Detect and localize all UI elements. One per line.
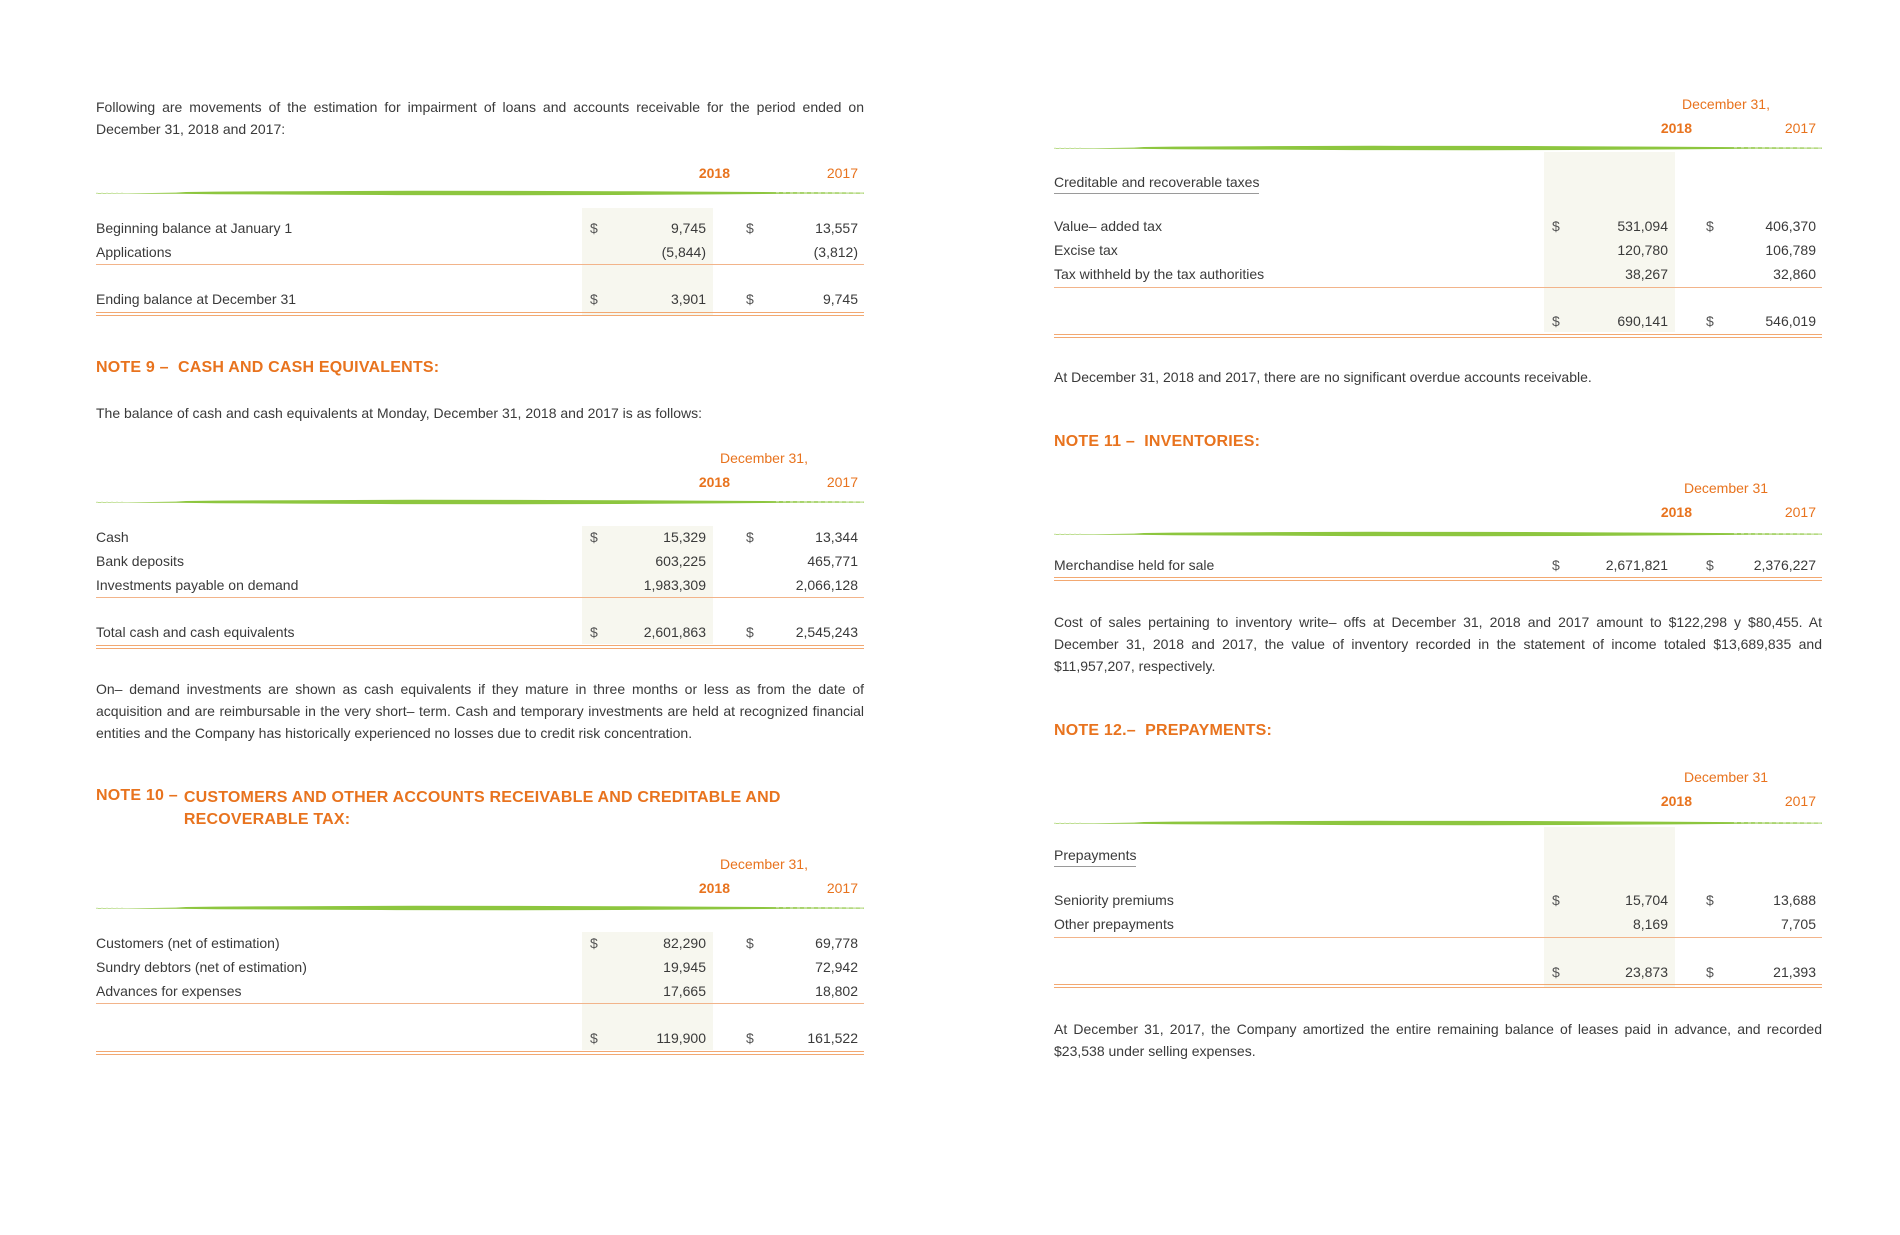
value-2017: (3,812)	[813, 244, 858, 260]
currency-symbol: $	[590, 624, 598, 640]
note-title: CASH AND CASH EQUIVALENTS:	[178, 359, 440, 376]
table-row	[96, 242, 864, 262]
value-2018: 2,601,863	[643, 624, 706, 640]
impairment-intro: Following are movements of the estimation for impairment of loans and accounts receivable for the period ended on December 31, 2018 and 2017:	[96, 99, 864, 137]
note-title: CUSTOMERS AND OTHER ACCOUNTS RECEIVABLE AND CREDITABLE AND RECOVERABLE TAX:	[183, 789, 781, 828]
row-label: Cash	[96, 529, 129, 545]
table-row	[96, 981, 864, 1001]
value-2018: 603,225	[655, 553, 706, 569]
value-2018: 119,900	[656, 1030, 706, 1046]
year-2018-header: 2018	[1660, 120, 1692, 136]
currency-symbol: $	[1552, 892, 1560, 908]
total-double-underline	[96, 1051, 864, 1055]
value-2018: 9,745	[670, 220, 706, 236]
total-row	[1054, 555, 1822, 575]
value-2018: 82,290	[663, 935, 706, 951]
value-2017: 161,522	[807, 1030, 858, 1046]
value-2018: 15,704	[1625, 892, 1668, 908]
year-2018-header: 2018	[698, 165, 730, 181]
value-2018: 8,169	[1632, 916, 1668, 932]
note-number: NOTE 10 –	[96, 787, 178, 804]
note-title: INVENTORIES:	[1144, 433, 1261, 450]
currency-symbol: $	[746, 624, 754, 640]
total-row	[96, 289, 864, 309]
year-2017-header: 2017	[1784, 504, 1816, 520]
row-label: Beginning balance at January 1	[96, 220, 293, 236]
year-2018-header: 2018	[1660, 504, 1692, 520]
currency-symbol: $	[1552, 218, 1560, 234]
note-9-intro: The balance of cash and cash equivalents at Monday, December 31, 2018 and 2017 is as follows:	[96, 405, 703, 421]
value-2018: 19,945	[663, 959, 706, 975]
value-2017: 21,393	[1773, 964, 1816, 980]
row-label: Seniority premiums	[1054, 892, 1174, 908]
row-label: Total cash and cash equivalents	[96, 624, 295, 640]
prepayments-table	[1054, 769, 1822, 999]
brush-divider	[96, 903, 864, 913]
currency-symbol: $	[746, 935, 754, 951]
currency-symbol: $	[590, 529, 598, 545]
value-2018: 1,983,309	[643, 577, 706, 593]
year-2018-header: 2018	[698, 880, 730, 896]
table-row	[1054, 264, 1822, 284]
value-2017: 7,705	[1780, 916, 1816, 932]
december-header: December 31	[1683, 769, 1769, 785]
brush-divider	[1054, 818, 1822, 828]
currency-symbol: $	[1706, 964, 1714, 980]
value-2018: (5,844)	[661, 244, 706, 260]
total-row	[96, 622, 864, 642]
total-double-underline	[1054, 984, 1822, 988]
row-label: Investments payable on demand	[96, 577, 299, 593]
note-number: NOTE 12.–	[1054, 722, 1136, 739]
row-underline	[1054, 937, 1822, 938]
value-2017: 2,066,128	[795, 577, 858, 593]
value-2017: 2,545,243	[795, 624, 858, 640]
year-2017-header: 2017	[826, 880, 858, 896]
currency-symbol: $	[1552, 313, 1560, 329]
row-underline	[96, 264, 864, 265]
impairment-table	[96, 150, 864, 320]
row-label: Other prepayments	[1054, 916, 1174, 932]
taxes-subheading: Creditable and recoverable taxes	[1054, 172, 1259, 194]
december-header: December 31,	[720, 450, 808, 466]
table-row	[1054, 890, 1822, 910]
value-2017: 9,745	[822, 291, 858, 307]
brush-divider	[1054, 529, 1822, 539]
currency-symbol: $	[1706, 892, 1714, 908]
value-2017: 406,370	[1765, 218, 1816, 234]
row-label: Bank deposits	[96, 553, 184, 569]
value-2018: 120,780	[1617, 242, 1668, 258]
value-2018: 17,665	[663, 983, 706, 999]
year-2018-header: 2018	[1660, 793, 1692, 809]
currency-symbol: $	[590, 220, 598, 236]
note-9-explanation: On– demand investments are shown as cash equivalents if they mature in three months or less as from the date of acquisition and are reimbursable in the very short– term. Cash and temporary investments are held at recognized financial entities and the Company has historically experienced no losses due to credit risk concentration.	[96, 681, 864, 741]
row-label: Customers (net of estimation)	[96, 935, 280, 951]
note-number: NOTE 11 –	[1054, 433, 1135, 450]
value-2018: 2,671,821	[1605, 557, 1668, 573]
receivables-table	[96, 852, 864, 1062]
table-row	[96, 933, 864, 953]
taxes-table	[1054, 96, 1822, 346]
note-11-heading	[1054, 433, 1822, 451]
prepayments-explanation: At December 31, 2017, the Company amortized the entire remaining balance of leases paid in advance, and recorded $23,538 under selling expenses.	[1054, 1021, 1822, 1059]
total-row	[1054, 962, 1822, 982]
value-2017: 69,778	[815, 935, 858, 951]
row-label: Advances for expenses	[96, 983, 242, 999]
value-2018: 38,267	[1625, 266, 1668, 282]
overdue-note: At December 31, 2018 and 2017, there are no significant overdue accounts receivable.	[1054, 369, 1592, 385]
row-underline	[96, 1003, 864, 1004]
value-2018: 15,329	[663, 529, 706, 545]
brush-divider	[1054, 143, 1822, 153]
note-title: PREPAYMENTS:	[1145, 722, 1273, 739]
total-double-underline	[1054, 334, 1822, 338]
december-header: December 31,	[720, 856, 808, 872]
row-label: Ending balance at December 31	[96, 291, 297, 307]
value-2017: 2,376,227	[1753, 557, 1816, 573]
currency-symbol: $	[1706, 557, 1714, 573]
currency-symbol: $	[590, 291, 598, 307]
currency-symbol: $	[746, 529, 754, 545]
cash-table	[96, 446, 864, 646]
table-row	[1054, 240, 1822, 260]
december-header: December 31	[1683, 480, 1769, 496]
value-2017: 72,942	[815, 959, 858, 975]
table-row	[96, 218, 864, 238]
row-label: Tax withheld by the tax authorities	[1054, 266, 1265, 282]
table-row	[1054, 914, 1822, 934]
inventories-table	[1054, 480, 1822, 580]
currency-symbol: $	[746, 220, 754, 236]
table-row	[96, 527, 864, 547]
total-row	[1054, 311, 1822, 331]
table-row	[96, 575, 864, 595]
total-double-underline	[96, 312, 864, 316]
row-label: Excise tax	[1054, 242, 1118, 258]
table-row	[1054, 216, 1822, 236]
total-row	[96, 1028, 864, 1048]
value-2018: 690,141	[1617, 313, 1668, 329]
brush-divider	[96, 188, 864, 198]
currency-symbol: $	[590, 1030, 598, 1046]
year-2017-header: 2017	[826, 474, 858, 490]
value-2018: 531,094	[1617, 218, 1668, 234]
inventory-explanation: Cost of sales pertaining to inventory write– offs at December 31, 2018 and 2017 amount to $122,298 y $80,455. At December 31, 2018 and 2017, the value of inventory recorded in the statement of income totaled $13,689,835 and $11,957,207, respectively.	[1054, 614, 1822, 674]
currency-symbol: $	[590, 935, 598, 951]
row-label: Value– added tax	[1054, 218, 1162, 234]
row-underline	[96, 597, 864, 598]
total-double-underline	[96, 645, 864, 649]
year-2017-header: 2017	[826, 165, 858, 181]
currency-symbol: $	[1706, 313, 1714, 329]
value-2017: 546,019	[1765, 313, 1816, 329]
value-2017: 465,771	[807, 553, 858, 569]
row-label: Merchandise held for sale	[1054, 557, 1215, 573]
year-2017-header: 2017	[1784, 793, 1816, 809]
year-2017-header: 2017	[1784, 120, 1816, 136]
row-label: Sundry debtors (net of estimation)	[96, 959, 307, 975]
value-2018: 3,901	[670, 291, 706, 307]
table-row	[96, 551, 864, 571]
value-2017: 32,860	[1773, 266, 1816, 282]
table-row	[96, 957, 864, 977]
value-2017: 13,344	[815, 529, 858, 545]
prepayments-subheading: Prepayments	[1054, 845, 1136, 867]
value-2017: 13,688	[1773, 892, 1816, 908]
note-10-heading	[96, 787, 864, 831]
value-2017: 13,557	[815, 220, 858, 236]
year-2018-header: 2018	[698, 474, 730, 490]
brush-divider	[96, 497, 864, 507]
note-9-heading	[96, 359, 864, 377]
currency-symbol: $	[1706, 218, 1714, 234]
value-2017: 106,789	[1765, 242, 1816, 258]
row-underline	[1054, 287, 1822, 288]
row-label: Applications	[96, 244, 172, 260]
total-double-underline	[1054, 577, 1822, 581]
currency-symbol: $	[746, 1030, 754, 1046]
value-2018: 23,873	[1625, 964, 1668, 980]
currency-symbol: $	[746, 291, 754, 307]
note-12-heading	[1054, 722, 1822, 740]
december-header: December 31,	[1682, 96, 1770, 112]
note-number: NOTE 9 –	[96, 359, 169, 376]
value-2017: 18,802	[815, 983, 858, 999]
currency-symbol: $	[1552, 964, 1560, 980]
currency-symbol: $	[1552, 557, 1560, 573]
